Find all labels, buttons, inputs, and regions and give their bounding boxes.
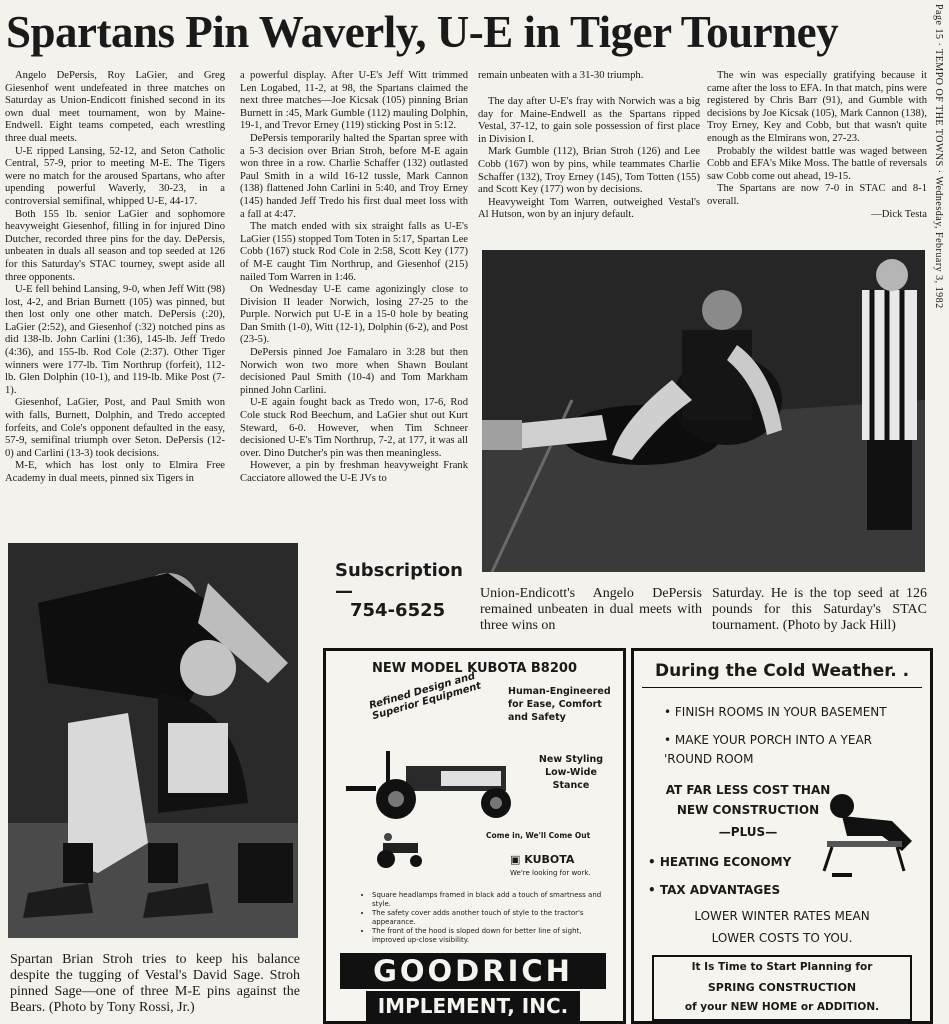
construction-advertisement xyxy=(631,648,933,1024)
photo-caption-left: Spartan Brian Stroh tries to keep his balance despite the tugging of Vestal's David Sage. Stroh pinned Sage—one of three M-E pins against the Bears. (Photo by Tony Rossi, Jr.) xyxy=(10,952,300,1015)
paragraph: The match ended with six straight falls as U-E's LaGier (155) stopped Tom Toten in 5:17, Spartan Lee Cobb (167) stuck Rod Cole in 2:58, Scott Key (177) of M-E caught Tim Northrup, and Giesenhof (215) nailed Tom Warren in 1:46. xyxy=(240,221,468,283)
ad-banner-goodrich: GOODRICH xyxy=(340,953,606,989)
article-column-2 xyxy=(240,70,468,540)
photo-illustration xyxy=(482,250,925,572)
article-column-1 xyxy=(5,70,225,540)
paragraph: Probably the wildest battle was waged between Cobb and EFA's Mike Moss. The battle of reversals saw Cobb come out ahead, 19-15. xyxy=(707,145,927,182)
tractor-icon xyxy=(346,741,536,821)
paragraph: U-E again fought back as Tredo won, 17-6, Rod Cole stuck Rod Beechum, and LaGier shut out Kurt Steward, 6-0. However, when Tim Schneer decisioned U-E's Tim Northrup, 7-2, at 177, it was all over. Dino Dutcher's pin was then meaningless. xyxy=(240,397,468,459)
ad-banner-implement: IMPLEMENT, INC. xyxy=(366,991,580,1021)
kubota-logo: ▣ KUBOTA xyxy=(510,853,575,866)
wrestling-photo-stroh xyxy=(8,543,298,938)
paragraph: a powerful display. After U-E's Jeff Witt trimmed Len Logabed, 11-2, at 98, the Spartans claimed the next three matches—Joe Kicsak (105) pinning Brian Burnett in :45, Mark Gumble (112) mauling Dolphin, 19-1, and Trevor Erney (119) sticking Post in 5:12. xyxy=(240,70,468,132)
ad-bullet-list xyxy=(362,891,612,945)
ad-bullet: • TAX ADVANTAGES xyxy=(648,883,781,897)
paragraph: Both 155 lb. senior LaGier and sophomore heavyweight Giesenhof, filling in for injured Dino Dutcher, recorded three pins for the day. DePersis, unbeaten in duals all season and top seeded at 126 for this Saturday's STAC tourney, swept aside all three opponents. xyxy=(5,208,225,283)
ad-planning-box xyxy=(652,955,912,1021)
ad-bullet: • FINISH ROOMS IN YOUR BASEMENT xyxy=(664,705,887,719)
paragraph: U-E fell behind Lansing, 9-0, when Jeff Witt (98) lost, 4-2, and Brian Burnett (105) was pinned, but then lost only one other match. DePersis (:20), LaGier (2:52), and Giesenhof (:32) notched pins as did 138-lb. John Carlini (1:36), 145-lb. Jeff Tredo (4:36), and 155-lb. Rod Cole (2:37). Other Tiger winners were 177-lb. Tim Northrup (forfeit), 112-lb. Glen Dolphin (10-1), and 119-lb. Mike Post (7-1). xyxy=(5,284,225,396)
paragraph: Giesenhof, LaGier, Post, and Paul Smith won with falls, Burnett, Dolphin, and Tredo accepted forfeits, and Cole's opponent defaulted in the easy, 57-9, semifinal triumph over Seton. DePersis (12-0) and Carlini (13-3) took decisions. xyxy=(5,397,225,459)
paragraph: DePersis temporarily halted the Spartan spree with a 5-3 decision over Brian Stroh, before M-E again won three in a row. Charlie Schaffer (132) outlasted Paul Smith in a wild 16-12 tussle, Mark Cannon (138) flattened John Carlini in 5:40, and Troy Erney (145) handed Jeff Tredo his first dual meet loss with a fall at 4:47. xyxy=(240,132,468,220)
paragraph: Angelo DePersis, Roy LaGier, and Greg Giesenhof went undefeated in three matches on Saturday as Union-Endicott finished second in its own dual meet tournament, won by Maine-Endwell. Eight teams competed, each wrestling three dual meets. xyxy=(5,70,225,144)
paragraph: The Spartans are now 7-0 in STAC and 8-1 overall. xyxy=(707,183,927,207)
ad-tagline-human: Human-Engineered for Ease, Comfort and Safety xyxy=(508,686,611,723)
byline: —Dick Testa xyxy=(871,208,927,220)
paragraph: On Wednesday U-E came agonizingly close to Division II leader Norwich, losing 27-25 to the Purple. Norwich put U-E in a 15-0 hole by beating Dan Smith (1-0), Witt (12-1), Dolphin (6-2), and Post (23-5). xyxy=(240,284,468,346)
ad-lower-line-1: LOWER WINTER RATES MEAN xyxy=(694,909,870,923)
wrestling-photo-depersis xyxy=(482,250,925,572)
paragraph: DePersis pinned Joe Famalaro in 3:28 but then Norwich won two more when Shawn Boulant decisioned Paul Smith (10-4) and Tom Markham pinned John Carlini. xyxy=(240,347,468,396)
ad-looking: We're looking for work. xyxy=(510,869,591,877)
article-column-3-lead xyxy=(478,70,700,88)
article-column-3 xyxy=(478,96,700,246)
paragraph: U-E ripped Lansing, 52-12, and Seton Catholic Central, 57-9, prior to meeting M-E. The Tigers were no match for the aroused Spartans, who after upending powerful Waverly, 30-23, in a controversial semifinal, whipped U-E, 44-17. xyxy=(5,145,225,207)
headline: Spartans Pin Waverly, U-E in Tiger Tourney xyxy=(6,7,839,57)
ad-title: During the Cold Weather. . xyxy=(654,661,910,681)
list-item: • Square headlamps framed in black add a touch of smartness and style. xyxy=(372,891,612,909)
ad-cost-line-2: NEW CONSTRUCTION xyxy=(676,803,820,817)
subscription-phone: 754-6525 xyxy=(350,600,446,621)
ad-lower-line-2: LOWER COSTS TO YOU. xyxy=(711,931,853,945)
ad-tagline-styling: New Styling Low-Wide Stance xyxy=(538,754,604,791)
paragraph: Mark Gumble (112), Brian Stroh (126) and Lee Cobb (167) won by pins, while teammates Charlie Schaffer (132), Troy Erney (145), Tom Totten (155) and Scott Key (177) won by decisions. xyxy=(478,146,700,196)
ad-title: NEW MODEL KUBOTA B8200 xyxy=(372,661,577,676)
ad-plus: —PLUS— xyxy=(718,825,778,839)
paragraph: The day after U-E's fray with Norwich was a big day for Maine-Endwell as the Spartans ripped Vestal, 37-12, to gain sole possession of first place in Division I. xyxy=(478,96,700,145)
ad-box-line-1: It Is Time to Start Planning for xyxy=(691,961,873,973)
paragraph: remain unbeaten with a 31-30 triumph. xyxy=(478,70,644,81)
ad-box-line-2: SPRING CONSTRUCTION xyxy=(707,981,857,994)
article-column-4 xyxy=(707,70,927,248)
ad-bullet: • HEATING ECONOMY xyxy=(648,855,792,869)
ad-tagline-refined: Refined Design and Superior Equipment xyxy=(368,670,483,723)
small-tractor-icon xyxy=(368,831,428,871)
paragraph: M-E, which has lost only to Elmira Free Academy in dual meets, pinned six Tigers in xyxy=(5,460,225,484)
subscription-title: Subscription— xyxy=(335,560,463,602)
ad-bullet: • MAKE YOUR PORCH INTO A YEAR 'ROUND ROOM xyxy=(664,733,873,766)
ad-come-in: Come in, We'll Come Out xyxy=(486,831,591,840)
list-item: • The safety cover adds another touch of style to the tractor's appearance. xyxy=(372,909,612,927)
paragraph: The win was especially gratifying because it came after the loss to EFA. In that match, pins were registered by Chris Barr (91), and Gumble with decisions by Joe Kicsak (105), Mark Cannon (138), Troy Erney, Key and Cobb, but that wasn't quite enough as the Elmirans won, 27-23. xyxy=(707,70,927,144)
paragraph: However, a pin by freshman heavyweight Frank Cacciatore allowed the U-E JVs to xyxy=(240,460,468,484)
list-item: • The front of the hood is sloped down for better line of sight, improved up-close visibility. xyxy=(372,927,612,945)
ad-box-line-3: of your NEW HOME or ADDITION. xyxy=(684,1001,880,1013)
photo-illustration xyxy=(8,543,298,938)
photo-caption-right: Union-Endicott's Angelo DePersis remained unbeaten in dual meets with three wins on xyxy=(480,586,702,633)
paragraph: Heavyweight Tom Warren, outweighed Vestal's Al Hutson, won by an injury default. xyxy=(478,196,700,221)
photo-caption-right-continued: Saturday. He is the top seed at 126 pounds for this Saturday's STAC tournament. (Photo by Jack Hill) xyxy=(712,586,927,633)
page-folio: Page 15 · TEMPO OF THE TOWNS · Wednesday, February 3, 1982 xyxy=(933,4,944,309)
kubota-advertisement xyxy=(323,648,626,1024)
ad-cost-line-1: AT FAR LESS COST THAN xyxy=(665,783,831,797)
